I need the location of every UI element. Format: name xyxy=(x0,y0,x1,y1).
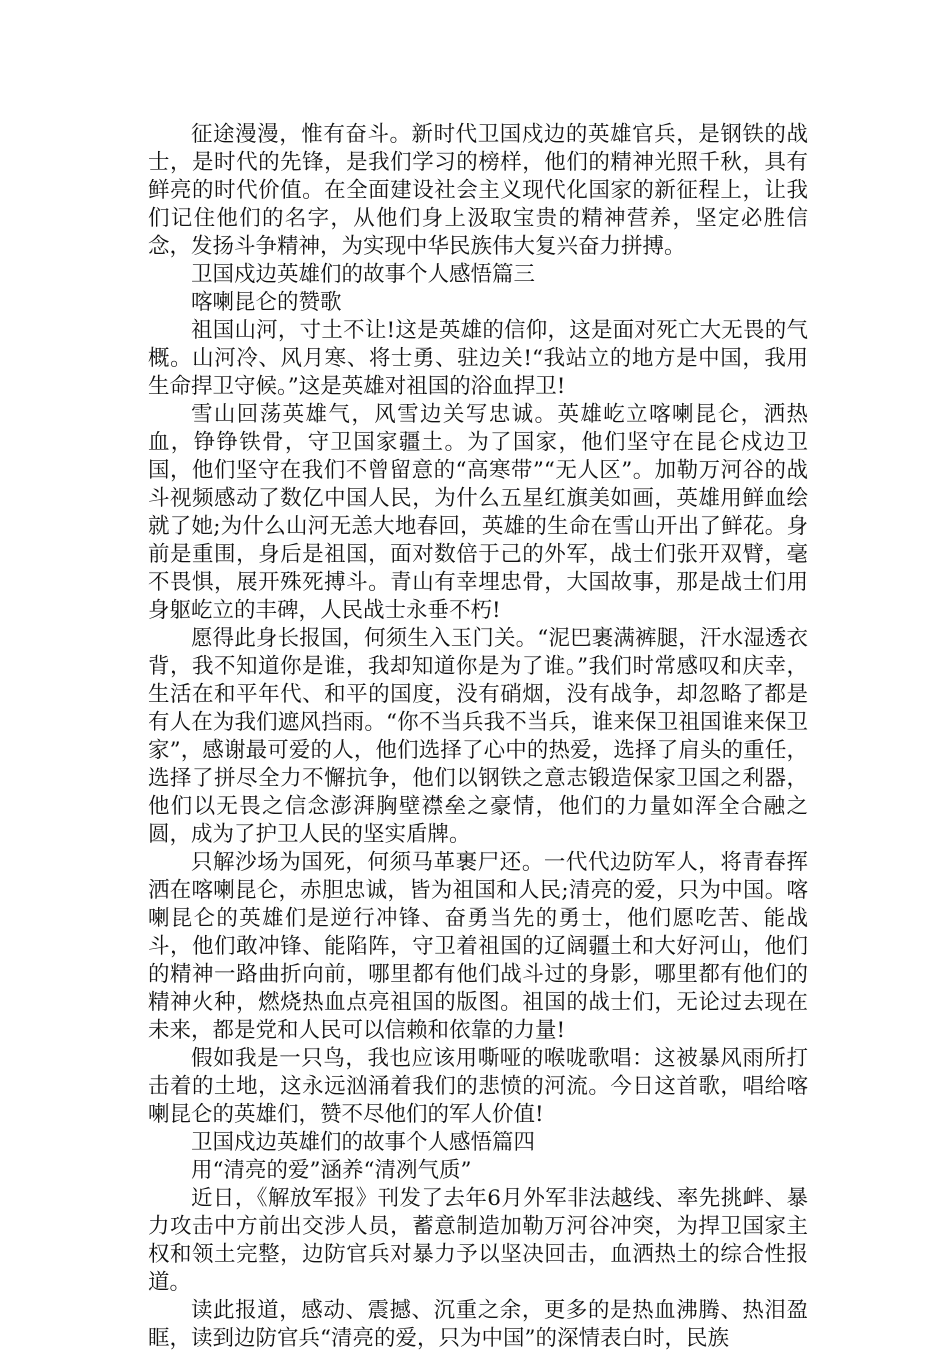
section-subtitle-3: 喀喇昆仑的赞歌 xyxy=(191,290,342,315)
section-heading-3: 卫国戍边英雄们的故事个人感悟篇三 xyxy=(191,262,536,287)
paragraph-8: 读此报道，感动、震撼、沉重之余，更多的是热血沸腾、热泪盈眶，读到边防官兵“清亮的爱，只为中国”的深情表白时，民族 xyxy=(148,1298,808,1351)
paragraph-2: 祖国山河，寸土不让!这是英雄的信仰，这是面对死亡大无畏的气概。山河冷、风月寒、将士勇、驻边关!“我站立的地方是中国，我用生命捍卫守候。”这是英雄对祖国的浴血捍卫! xyxy=(148,318,808,399)
paragraph-1: 征途漫漫，惟有奋斗。新时代卫国戍边的英雄官兵，是钢铁的战士，是时代的先锋，是我们学习的榜样，他们的精神光照千秋，具有鲜亮的时代价值。在全面建设社会主义现代化国家的新征程上，让我们记住他们的名字，从他们身上汲取宝贵的精神营养，坚定必胜信念，发扬斗争精神，为实现中华民族伟大复兴奋力拼搏。 xyxy=(148,122,808,259)
section-subtitle-4: 用“清亮的爱”涵养“清冽气质” xyxy=(191,1158,472,1183)
section-heading-4: 卫国戍边英雄们的故事个人感悟篇四 xyxy=(191,1130,536,1155)
paragraph-6: 假如我是一只鸟，我也应该用嘶哑的喉咙歌唱：这被暴风雨所打击着的土地，这永远汹涌着我们的悲愤的河流。今日这首歌，唱给喀喇昆仑的英雄们，赞不尽他们的军人价值! xyxy=(148,1046,808,1127)
paragraph-4: 愿得此身长报国，何须生入玉门关。“泥巴裹满裤腿，汗水湿透衣背，我不知道你是谁，我却知道你是为了谁。”我们时常感叹和庆幸，生活在和平年代、和平的国度，没有硝烟，没有战争，却忽略了都是有人在为我们遮风挡雨。“你不当兵我不当兵，谁来保卫祖国谁来保卫家”，感谢最可爱的人，他们选择了心中的热爱，选择了肩头的重任，选择了拼尽全力不懈抗争，他们以钢铁之意志锻造保家卫国之利器，他们以无畏之信念澎湃胸壁襟垒之豪情，他们的力量如浑全合融之圆，成为了护卫人民的坚实盾牌。 xyxy=(148,626,808,847)
paragraph-3: 雪山回荡英雄气，风雪边关写忠诚。英雄屹立喀喇昆仑，洒热血，铮铮铁骨，守卫国家疆土。为了国家，他们坚守在昆仑戍边卫国，他们坚守在我们不曾留意的“高寒带”“无人区”。加勒万河谷的战斗视频感动了数亿中国人民，为什么五星红旗美如画，英雄用鲜血绘就了她;为什么山河无恙大地春回，英雄的生命在雪山开出了鲜花。身前是重围，身后是祖国，面对数倍于己的外军，战士们张开双臂，毫不畏惧，展开殊死搏斗。青山有幸埋忠骨，大国故事，那是战士们用身躯屹立的丰碑，人民战士永垂不朽! xyxy=(148,402,808,623)
paragraph-5: 只解沙场为国死，何须马革裹尸还。一代代边防军人，将青春挥洒在喀喇昆仑，赤胆忠诚，皆为祖国和人民;清亮的爱，只为中国。喀喇昆仑的英雄们是逆行冲锋、奋勇当先的勇士，他们愿吃苦、能战斗，他们敢冲锋、能陷阵，守卫着祖国的辽阔疆土和大好河山，他们的精神一路曲折向前，哪里都有他们战斗过的身影，哪里都有他们的精神火种，燃烧热血点亮祖国的版图。祖国的战士们，无论过去现在未来，都是党和人民可以信赖和依靠的力量! xyxy=(148,850,808,1043)
document-page xyxy=(148,121,808,1353)
paragraph-7: 近日，《解放军报》刊发了去年6月外军非法越线、率先挑衅、暴力攻击中方前出交涉人员，蓄意制造加勒万河谷冲突，为捍卫国家主权和领土完整，边防官兵对暴力予以坚决回击，血洒热土的综合性报道。 xyxy=(148,1186,808,1295)
